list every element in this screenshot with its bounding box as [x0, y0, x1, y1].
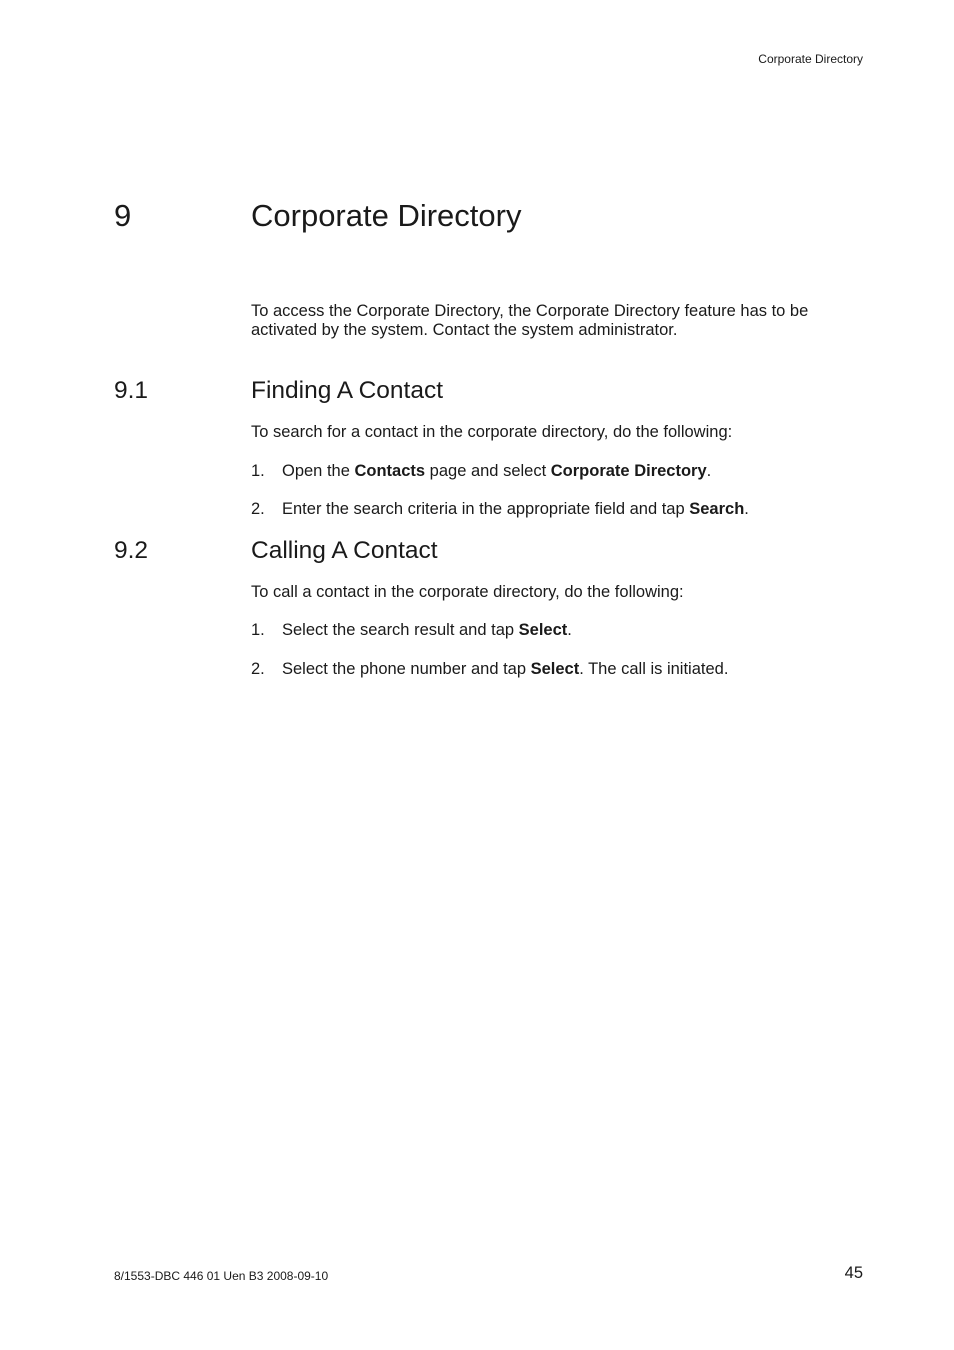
list-item-text: Open the Contacts page and select Corporate Directory. — [282, 462, 712, 480]
ui-term-select: Select — [530, 660, 580, 678]
ui-term-corporate-directory: Corporate Directory — [550, 462, 707, 480]
list-item-number: 2. — [251, 500, 265, 518]
chapter-intro: To access the Corporate Directory, the Corporate Directory feature has to be activated by the system. Contact the system administrator. — [251, 302, 809, 339]
page-number: 45 — [844, 1264, 863, 1282]
list-item-text: Select the search result and tap Select. — [282, 621, 572, 639]
list-item-text: Enter the search criteria in the appropriate field and tap Search. — [282, 500, 749, 518]
list-item-text: Select the phone number and tap Select. The call is initiated. — [282, 660, 729, 678]
footer-document-id: 8/1553-DBC 446 01 Uen B3 2008-09-10 — [114, 1269, 329, 1283]
section-title-calling-contact: Calling A Contact — [251, 537, 438, 564]
section-title-finding-contact: Finding A Contact — [251, 377, 444, 404]
ui-term-contacts: Contacts — [354, 462, 426, 480]
ui-term-select: Select — [518, 621, 568, 639]
list-item-number: 1. — [251, 462, 265, 480]
list-item-number: 1. — [251, 621, 265, 639]
section-number-9-1: 9.1 — [114, 377, 149, 404]
list-item-number: 2. — [251, 660, 265, 678]
section-intro-calling-contact: To call a contact in the corporate directory, do the following: — [251, 583, 684, 601]
ui-term-search: Search — [689, 500, 745, 518]
section-intro-finding-contact: To search for a contact in the corporate directory, do the following: — [251, 423, 733, 441]
chapter-number: 9 — [114, 198, 132, 233]
section-number-9-2: 9.2 — [114, 537, 149, 564]
running-header: Corporate Directory — [758, 52, 863, 66]
chapter-title: Corporate Directory — [251, 198, 522, 233]
